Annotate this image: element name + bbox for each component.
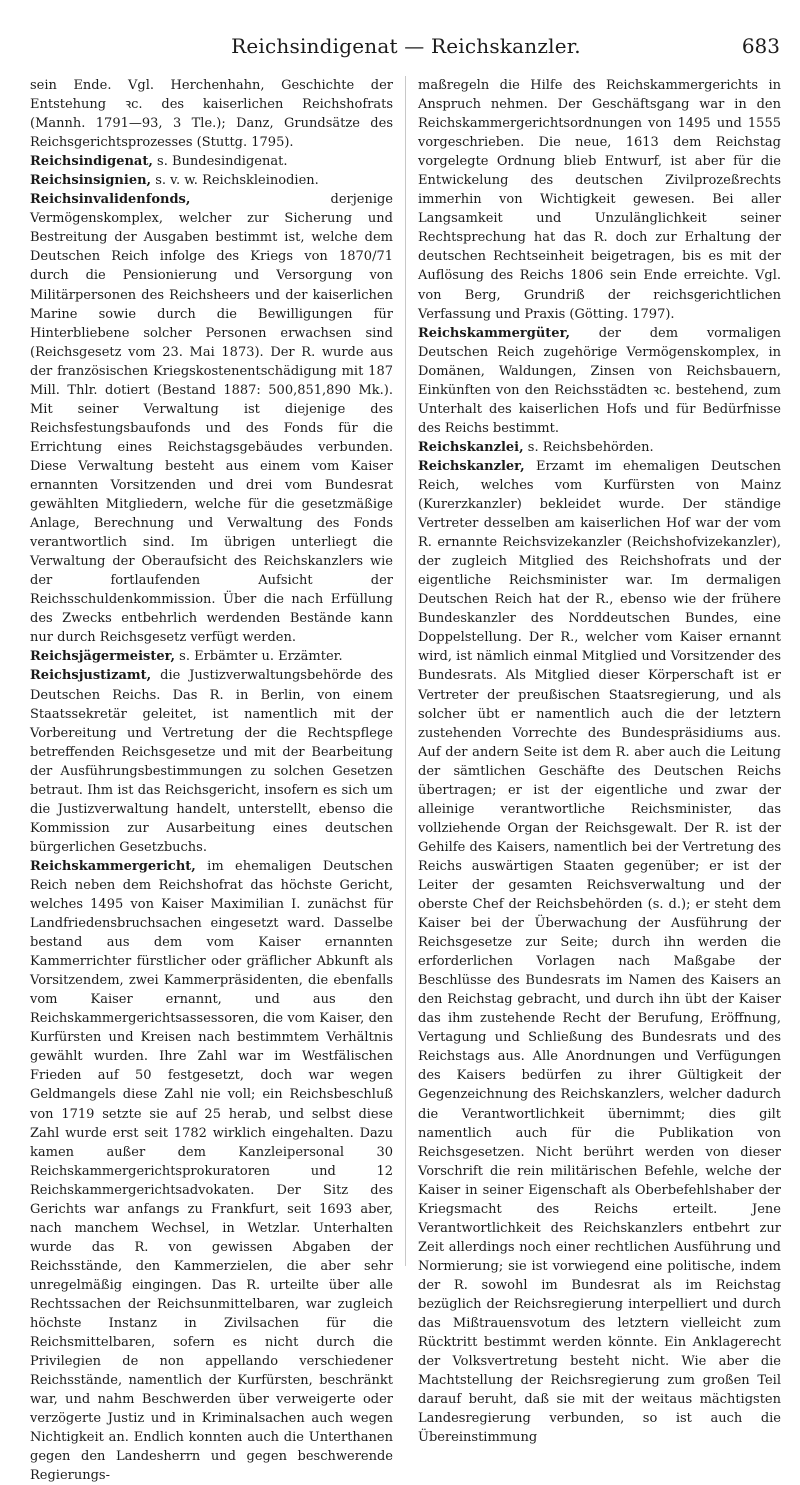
entry: [30, 190, 393, 647]
entry-text: derjenige Vermögenskomplex, welcher zur Sicherung und Bestreitung der Ausgaben bestimmt ist, welche dem Deutschen Reich infolge des Kriegs von 1870/71 durch die Pensionierung und Versorgung von Militärpersonen des Reichsheers und der kaiserlichen Marine sowie durch die Bewilligungen für Hinterbliebene solcher Personen erwachsen sind (Reichsgesetz vom 23. Mai 1873). Der R. wurde aus der französischen Kriegskostenentschädigung mit 187 Mill. Thlr. dotiert (Bestand 1887: 500,851,890 Mk.). Mit seiner Verwaltung ist diejenige des Reichsfestungsbaufonds und des Fonds für die Errichtung eines Reichstagsgebäudes verbunden. Diese Verwaltung besteht aus einem vom Kaiser ernannten Vorsitzenden und drei vom Bundesrat gewählten Mitgliedern, welche für die gesetzmäßige Anlage, Berechnung und Verwaltung des Fonds verantwortlich sind. Im übrigen unterliegt die Verwaltung der Oberaufsicht des Reichskanzlers wie der fortlaufenden Aufsicht der Reichsschuldenkommission. Über die nach Erfüllung des Zwecks entbehrlich werdenden Bestände kann nur durch Reichsgesetz verfügt werden.: [30, 192, 393, 646]
right-column: [418, 76, 781, 1447]
entry-lemma: Reichskammergüter,: [418, 325, 571, 341]
entry-text: s. Reichsbehörden.: [523, 439, 654, 455]
entry: [30, 647, 393, 666]
entry: [418, 438, 781, 457]
entry-text: sein Ende. Vgl. Herchenhahn, Geschichte der Entstehung ꝛc. des kaiserlichen Reichshofrats (Mannh. 1791—93, 3 Tle.); Danz, Grundsätze des Reichsgerichtsprozesses (Stuttg. 1795).: [30, 78, 393, 151]
entry-lemma: Reichsjustizamt,: [30, 668, 152, 684]
entry-text: s. v. w. Reichskleinodien.: [151, 173, 319, 189]
entry-lemma: Reichsinvalidenfonds,: [30, 192, 191, 208]
entry-text: Erzamt im ehemaligen Deutschen Reich, welches vom Kurfürsten von Mainz (Kurerzkanzler) bekleidet wurde. Der ständige Vertreter desselben am kaiserlichen Hof war der vom R. ernannte Reichsvizekanzler (Reichshofvizekanzler), der zugleich Mitglied des Reichshofrats und der eigentliche Reichsminister war. Im dermaligen Deutschen Reich hat der R., ebenso wie der frühere Bundeskanzler des Norddeutschen Bundes, eine Doppelstellung. Der R., welcher vom Kaiser ernannt wird, ist nämlich einmal Mitglied und Vorsitzender des Bundesrats. Als Mitglied dieser Körperschaft ist er Vertreter der preußischen Staatsregierung, und als solcher übt er namentlich auch die der letztern zustehenden Vorrechte des Bundespräsidiums aus. Auf der andern Seite ist dem R. aber auch die Leitung der sämtlichen Geschäfte des Deutschen Reichs übertragen; er ist der eigentliche und zwar der alleinige verantwortliche Reichsminister, das vollziehende Organ der Reichsgewalt. Der R. ist der Gehilfe des Kaisers, namentlich bei der Vertretung des Reichs auswärtigen Staaten gegenüber; er ist der Leiter der gesamten Reichsverwaltung und der oberste Chef der Reichsbehörden (s. d.); er steht dem Kaiser bei der Überwachung der Ausführung der Reichsgesetze zur Seite; durch ihn werden die erforderlichen Vorlagen nach Maßgabe der Beschlüsse des Bundesrats im Namen des Kaisers an den Reichstag gebracht, und durch ihn übt der Kaiser das ihm zustehende Recht der Berufung, Eröffnung, Vertagung und Schließung des Bundesrats und des Reichstags aus. Alle Anordnungen und Verfügungen des Kaisers bedürfen zu ihrer Gültigkeit der Gegenzeichnung des Reichskanzlers, welcher dadurch die Verantwortlichkeit übernimmt; dies gilt namentlich auch für die Publikation von Reichsgesetzen. Nicht berührt werden von dieser Vorschrift die rein militärischen Befehle, welche der Kaiser in seiner Eigenschaft als Oberbefehlshaber der Kriegsmacht des Reichs erteilt. Jene Verantwortlichkeit des Reichskanzlers entbehrt zur Zeit allerdings noch einer rechtlichen Ausführung und Normierung; sie ist vorwiegend eine politische, indem der R. sowohl im Bundesrat als im Reichstag bezüglich der Reichsregierung interpelliert und durch das Mißtrauensvotum des letztern vielleicht zum Rücktritt bestimmt werden könnte. Ein Anklagerecht der Volksvertretung besteht nicht. Wie aber die Machtstellung der Reichsregierung zum großen Teil darauf beruht, daß sie mit der weitaus mächtigsten Landesregierung verbunden, so ist auch die Übereinstimmung: [418, 458, 781, 1446]
entry-lemma: Reichskammergericht,: [30, 858, 196, 874]
entry-lemma: Reichsjägermeister,: [30, 649, 176, 665]
entry-text: der dem vormaligen Deutschen Reich zugehörige Vermögenskomplex, in Domänen, Waldungen, Zinsen von Reichsbauern, Einkünften von den Reichsstädten ꝛc. bestehend, zum Unterhalt des kaiserlichen Hofs und für Bedürfnisse des Reichs bestimmt.: [418, 325, 781, 436]
entry-text: s. Erbämter u. Erzämter.: [175, 649, 343, 665]
entry-text: maßregeln die Hilfe des Reichskammergerichts in Anspruch nehmen. Der Geschäftsgang war in den Reichskammergerichtsordnungen von 1495 und 1555 vorgeschrieben. Die neue, 1613 dem Reichstag vorgelegte Ordnung blieb Entwurf, ist aber für die Entwickelung des deutschen Zivilprozeßrechts immerhin von Wichtigkeit gewesen. Bei aller Langsamkeit und Unzulänglichkeit seiner Rechtsprechung hat das R. doch zur Erhaltung der deutschen Rechtseinheit beigetragen, bis es mit der Auflösung des Reichs 1806 sein Ende erreichte. Vgl. von Berg, Grundriß der reichsgerichtlichen Verfassung und Praxis (Götting. 1797).: [418, 78, 781, 322]
entry-lemma: Reichskanzlei,: [418, 439, 524, 455]
entry-text: die Justizverwaltungsbehörde des Deutschen Reichs. Das R. in Berlin, von einem Staatssekretär geleitet, ist namentlich mit der Vorbereitung und Vertretung der die Rechtspflege betreffenden Reichsgesetze und mit der Bearbeitung der Ausführungsbestimmungen zu solchen Gesetzen betraut. Ihm ist das Reichsgericht, insofern es sich um die Justizverwaltung handelt, unterstellt, ebenso die Kommission zur Ausarbeitung eines deutschen bürgerlichen Gesetzbuchs.: [30, 668, 393, 855]
entry: [418, 457, 781, 1447]
entry-lemma: Reichsindigenat,: [30, 154, 153, 170]
entry: [418, 76, 781, 324]
running-head: Reichsindigenat — Reichskanzler.: [231, 34, 581, 58]
entry: [30, 152, 393, 171]
entry: [30, 666, 393, 856]
entry: [30, 171, 393, 190]
entry: [30, 857, 393, 1485]
page-number: 683: [741, 34, 780, 58]
left-column: [30, 76, 393, 1485]
page-header: [30, 34, 782, 56]
column-divider: [405, 76, 406, 1266]
entry-text: im ehemaligen Deutschen Reich neben dem Reichshofrat das höchste Gericht, welches 1495 von Kaiser Maximilian I. zunächst für Landfriedensbruchsachen eingesetzt ward. Dasselbe bestand aus dem vom Kaiser ernannten Kammerrichter fürstlicher oder gräflicher Abkunft als Vorsitzendem, zwei Kammerpräsidenten, die ebenfalls vom Kaiser ernannt, und aus den Reichskammergerichtsassessoren, die vom Kaiser, den Kurfürsten und Kreisen nach bestimmtem Verhältnis gewählt wurden. Ihre Zahl war im Westfälischen Frieden auf 50 festgesetzt, doch war wegen Geldmangels diese Zahl nie voll; ein Reichsbeschluß von 1719 setzte sie auf 25 herab, und selbst diese Zahl wurde erst seit 1782 wirklich eingehalten. Dazu kamen außer dem Kanzleipersonal 30 Reichskammergerichtsprokuratoren und 12 Reichskammergerichtsadvokaten. Der Sitz des Gerichts war anfangs zu Frankfurt, seit 1693 aber, nach manchem Wechsel, in Wetzlar. Unterhalten wurde das R. von gewissen Abgaben der Reichsstände, den Kammerzielen, die aber sehr unregelmäßig eingingen. Das R. urteilte über alle Rechtssachen der Reichsunmittelbaren, war zugleich höchste Instanz in Zivilsachen für die Reichsmittelbaren, sofern es nicht durch die Privilegien de non appellando verschiedener Reichsstände, namentlich der Kurfürsten, beschränkt war, und nahm Beschwerden über verweigerte oder verzögerte Justiz und in Kriminalsachen auch wegen Nichtigkeit an. Endlich konnten auch die Unterthanen gegen den Landesherrn und gegen beschwerende Regierungs-: [30, 858, 393, 1484]
entry-text: s. Bundesindigenat.: [152, 154, 288, 170]
entry-lemma: Reichsinsignien,: [30, 173, 152, 189]
entry: [418, 324, 781, 438]
entry-lemma: Reichskanzler,: [418, 458, 525, 474]
entry: [30, 76, 393, 152]
